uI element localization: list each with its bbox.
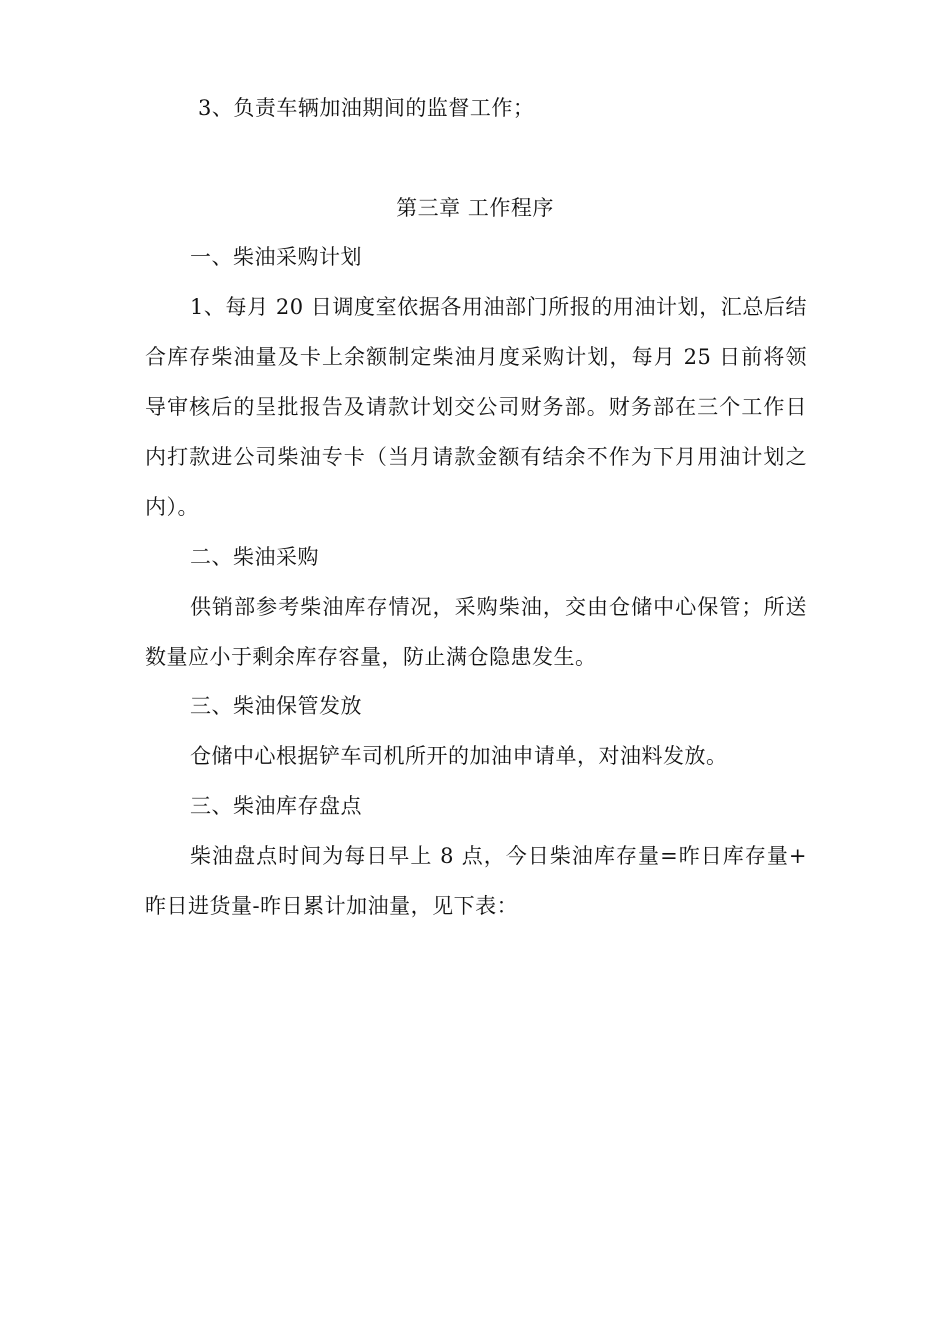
section-heading-4: 三、柴油库存盘点 (190, 794, 362, 818)
paragraph-line: 内打款进公司柴油专卡（当月请款金额有结余不作为下月用油计划之 (145, 445, 807, 469)
paragraph-line: 昨日进货量-昨日累计加油量，见下表： (145, 894, 519, 918)
paragraph-line: 仓储中心根据铲车司机所开的加油申请单，对油料发放。 (190, 744, 728, 768)
paragraph-line: 1、每月 20 日调度室依据各用油部门所报的用油计划，汇总后结 (190, 295, 807, 319)
paragraph-line: 供销部参考柴油库存情况，采购柴油，交由仓储中心保管；所送 (190, 595, 807, 619)
paragraph-line: 数量应小于剩余库存容量，防止满仓隐患发生。 (145, 645, 597, 669)
paragraph-line: 内）。 (145, 495, 199, 519)
section-heading-3: 三、柴油保管发放 (190, 694, 362, 718)
section-heading-1: 一、柴油采购计划 (190, 245, 362, 269)
paragraph-line: 柴油盘点时间为每日早上 8 点，今日柴油库存量=昨日库存量+ (190, 844, 807, 868)
section-heading-2: 二、柴油采购 (190, 545, 319, 569)
paragraph-line: 合库存柴油量及卡上余额制定柴油月度采购计划，每月 25 日前将领 (145, 345, 807, 369)
duty-item-3: 3、负责车辆加油期间的监督工作； (198, 96, 535, 120)
paragraph-line: 导审核后的呈批报告及请款计划交公司财务部。财务部在三个工作日 (145, 395, 807, 419)
chapter-title: 第三章 工作程序 (396, 196, 554, 220)
